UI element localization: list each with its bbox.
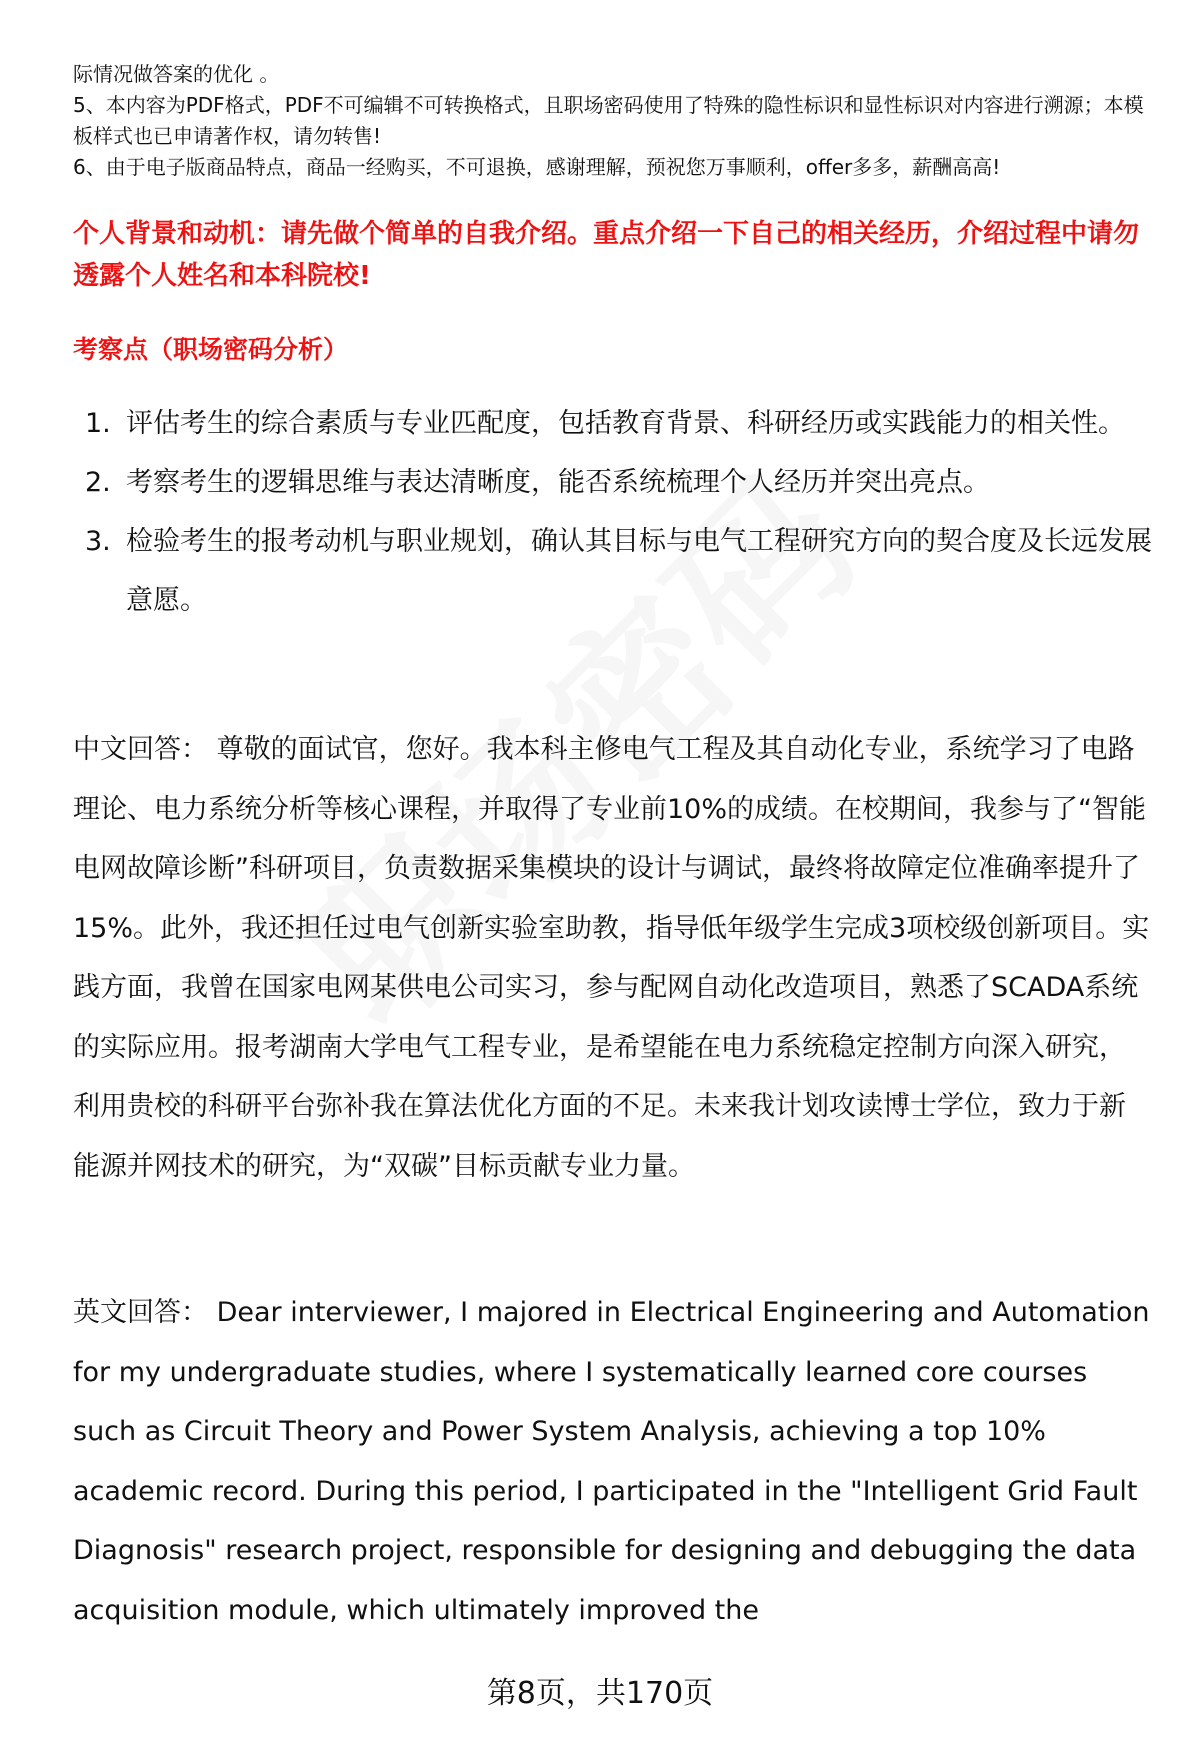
page-number: 第8页，共170页: [486, 1676, 714, 1711]
note-line: 5、本内容为PDF格式，PDF不可编辑不可转换格式，且职场密码使用了特殊的隐性标识和显性标识对内容进行溯源；本模板样式也已申请著作权，请勿转售!: [73, 93, 1144, 148]
list-item: [73, 512, 1152, 630]
item-text: 评估考生的综合素质与专业匹配度，包括教育背景、科研经历或实践能力的相关性。: [126, 408, 1125, 439]
item-text: 检验考生的报考动机与职业规划，确认其目标与电气工程研究方向的契合度及长远发展意愿。: [126, 526, 1152, 616]
note-line: 际情况做答案的优化 。: [73, 62, 280, 86]
item-number: 2.: [85, 467, 111, 498]
list-item: [73, 453, 1152, 512]
question-heading: 个人背景和动机：请先做个简单的自我介绍。重点介绍一下自己的相关经历，介绍过程中请勿透露个人姓名和本科院校!: [73, 219, 1140, 291]
item-number: 1.: [85, 408, 111, 439]
analysis-list: [73, 394, 1152, 630]
item-number: 3.: [85, 526, 111, 557]
analysis-title: 考察点（职场密码分析）: [73, 335, 349, 364]
notes: [73, 59, 1152, 183]
english-answer: 英文回答： Dear interviewer, I majored in Electrical Engineering and Automation for my undergraduate studies, where I systematically learned core courses such as Circuit Theory and Power System Analysis, achieving a top 10% academic record. During this period, I participated in the "Intelligent Grid Fault Diagnosis" research project, responsible for designing and debugging the data acquisition module, which ultimately improved the: [73, 1297, 1150, 1626]
note-line: 6、由于电子版商品特点，商品一经购买，不可退换，感谢理解，预祝您万事顺利，offer多多，薪酬高高!: [73, 155, 1001, 179]
list-item: [73, 394, 1152, 453]
item-text: 考察考生的逻辑思维与表达清晰度，能否系统梳理个人经历并突出亮点。: [126, 467, 990, 498]
chinese-answer: 中文回答： 尊敬的面试官，您好。我本科主修电气工程及其自动化专业，系统学习了电路理论、电力系统分析等核心课程，并取得了专业前10%的成绩。在校期间，我参与了“智能电网故障诊断”科研项目，负责数据采集模块的设计与调试，最终将故障定位准确率提升了15%。此外，我还担任过电气创新实验室助教，指导低年级学生完成3项校级创新项目。实践方面，我曾在国家电网某供电公司实习，参与配网自动化改造项目，熟悉了SCADA系统的实际应用。报考湖南大学电气工程专业，是希望能在电力系统稳定控制方向深入研究，利用贵校的科研平台弥补我在算法优化方面的不足。未来我计划攻读博士学位，致力于新能源并网技术的研究，为“双碳”目标贡献专业力量。: [73, 734, 1150, 1182]
